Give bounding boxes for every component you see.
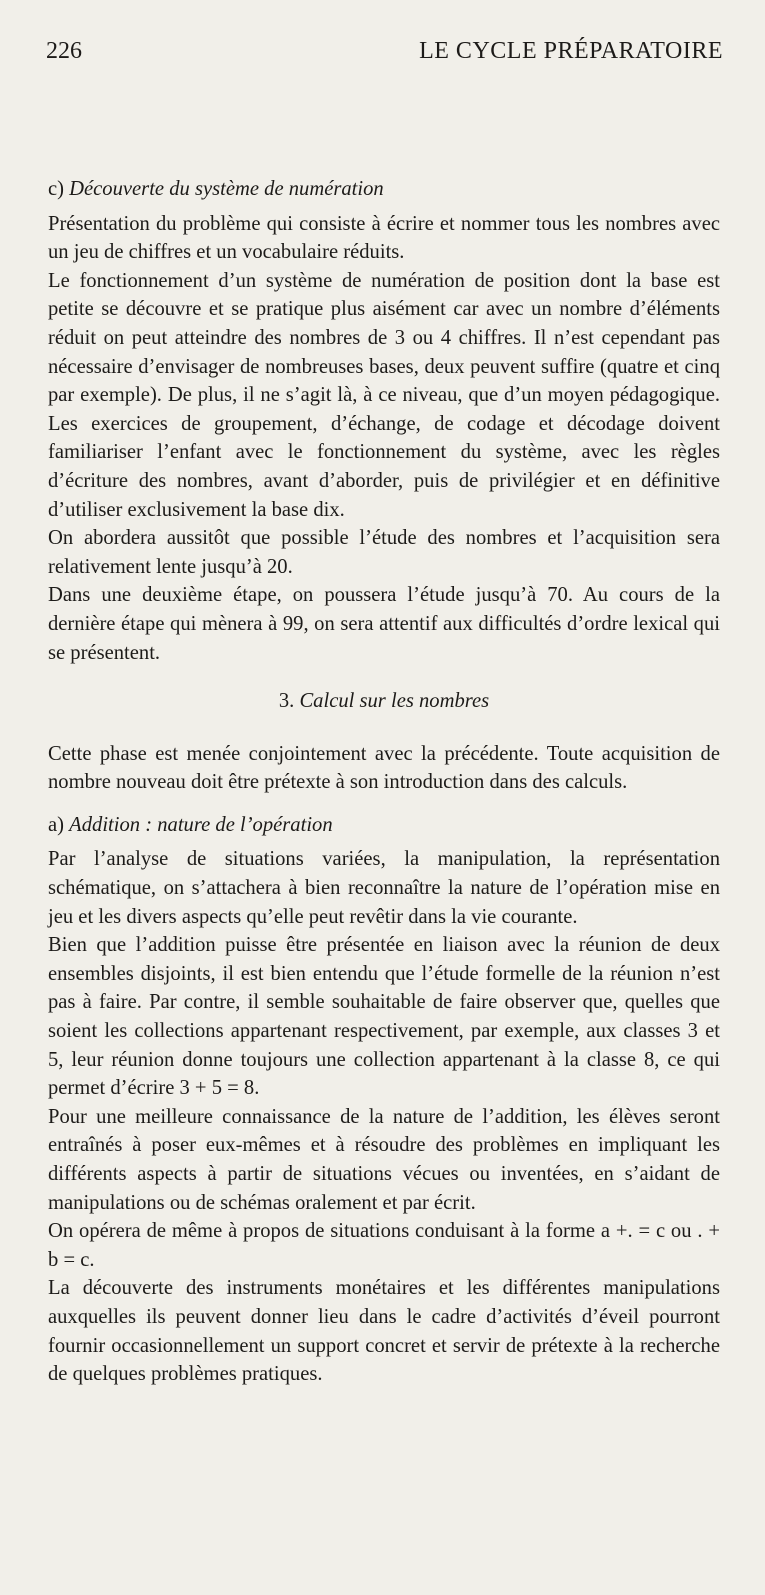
paragraph: Le fonctionnement d’un système de numération de position dont la base est petite se découvre et se pratique plus aisément car avec un nombre d’éléments réduit on peut atteindre des nombres de 3 ou 4 chiffres. Il n’est cependant pas nécessaire d’envisager de nombreuses bases, deux peuvent suffire (quatre et cinq par exemple). De plus, il ne s’agit là, à ce niveau, que d’un moyen pédagogique. Les exercices de groupement, d’échange, de codage et décodage doivent familiariser l’enfant avec le fonctionnement du système, avec les règles d’écriture des nombres, avant d’aborder, puis de privilégier et en définitive d’utiliser exclusivement la base dix. [48, 269, 720, 521]
section-c-label: c) [48, 178, 64, 200]
section-3-intro: Cette phase est menée conjointement avec la précédente. Toute acquisition de nombre nouveau doit être prétexte à son introduction dans des calculs. [48, 742, 720, 794]
section-3-title: Calcul sur les nombres [299, 690, 490, 713]
paragraph: Par l’analyse de situations variées, la manipulation, la représentation schématique, on s’attachera à bien reconnaître la nature de l’opération mise en jeu et les divers aspects qu’elle peut revêtir dans la vie courante. [48, 848, 720, 928]
paragraph: On opérera de même à propos de situations conduisant à la forme a +. = c ou . + b = c. [48, 1220, 720, 1271]
section-3-heading [48, 687, 720, 716]
section-a-heading [48, 811, 720, 840]
page-body [48, 175, 720, 1389]
paragraph: Pour une meilleure connaissance de la nature de l’addition, les élèves seront entraînés à poser eux-mêmes et à résoudre des problèmes en impliquant les différents aspects à partir de situations vécues ou inventées, en s’aidant de manipulations ou de schémas oralement et par écrit. [48, 1105, 720, 1214]
paragraph: On abordera aussitôt que possible l’étude des nombres et l’acquisition sera relativement lente jusqu’à 20. [48, 527, 720, 578]
section-c-heading [48, 175, 720, 204]
running-title: LE CYCLE PRÉPARATOIRE [419, 38, 723, 64]
paragraph: Présentation du problème qui consiste à écrire et nommer tous les nombres avec un jeu de chiffres et un vocabulaire réduits. [48, 212, 720, 264]
section-c-title: Découverte du système de numération [69, 178, 384, 200]
section-3-number: 3. [278, 690, 295, 713]
paragraph: Bien que l’addition puisse être présentée en liaison avec la réunion de deux ensembles disjoints, il est bien entendu que l’étude formelle de la réunion n’est pas à faire. Par contre, il semble souhaitable de faire observer que, quelles que soient les collections appartenant respectivement, par exemple, aux classes 3 et 5, leur réunion donne toujours une collection appartenant à la classe 8, ce qui permet d’écrire 3 + 5 = 8. [48, 934, 720, 1100]
page-number: 226 [46, 38, 82, 64]
paragraph: La découverte des instruments monétaires et les différentes manipulations auxquelles ils peuvent donner lieu dans le cadre d’activités d’éveil pourront fournir occasionnellement un support concret et servir de prétexte à la recherche de quelques problèmes pratiques. [48, 1277, 720, 1386]
section-a-label: a) [48, 813, 64, 836]
section-a-title: Addition : nature de l’opération [69, 813, 333, 836]
paragraph: Dans une deuxième étape, on poussera l’étude jusqu’à 70. Au cours de la dernière étape qui mènera à 99, on sera attentif aux difficultés d’ordre lexical qui se présentent. [48, 584, 720, 664]
